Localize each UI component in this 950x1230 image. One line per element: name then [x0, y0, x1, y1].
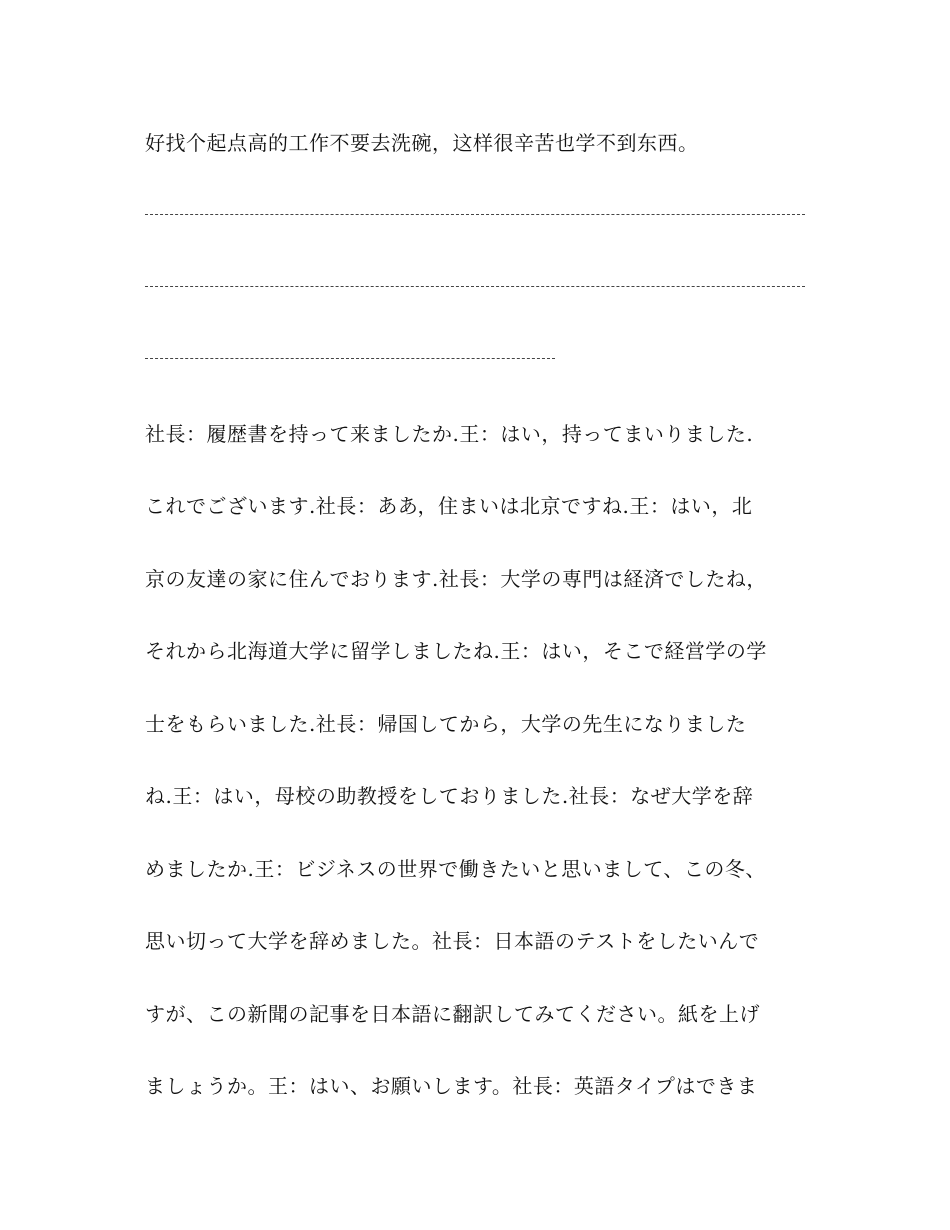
dialogue-line: ね.王：はい，母校の助教授をしておりました.社長：なぜ大学を辞: [145, 784, 754, 808]
answer-blank-line: [145, 358, 555, 359]
dialogue-line: 思い切って大学を辞めました。社長：日本語のテストをしたいんで: [145, 929, 760, 953]
dialogue-line: それから北海道大学に留学しましたね.王：はい，そこで経営学の学: [145, 639, 767, 663]
dialogue-line: すが、この新聞の記事を日本語に翻訳してみてください。紙を上げ: [145, 1002, 760, 1026]
dialogue-line: 京の友達の家に住んでおります.社長：大学の専門は経済でしたね，: [145, 567, 767, 591]
dialogue-line: 士をもらいました.社長：帰国してから，大学の先生になりました: [145, 712, 747, 736]
dialogue-line: これでございます.社長：ああ，住まいは北京ですね.王：はい，北: [145, 494, 753, 518]
intro-text: 好找个起点高的工作不要去洗碗，这样很辛苦也学不到东西。: [145, 131, 699, 155]
answer-blank-line: [145, 214, 805, 215]
dialogue-line: ましょうか。王：はい、お願いします。社長：英語タイプはできま: [145, 1074, 758, 1098]
answer-blank-line: [145, 286, 805, 287]
dialogue-line: 社長：履歴書を持って来ましたか.王：はい，持ってまいりました.: [145, 422, 754, 446]
dialogue-line: めましたか.王：ビジネスの世界で働きたいと思いまして、この冬、: [145, 857, 766, 881]
